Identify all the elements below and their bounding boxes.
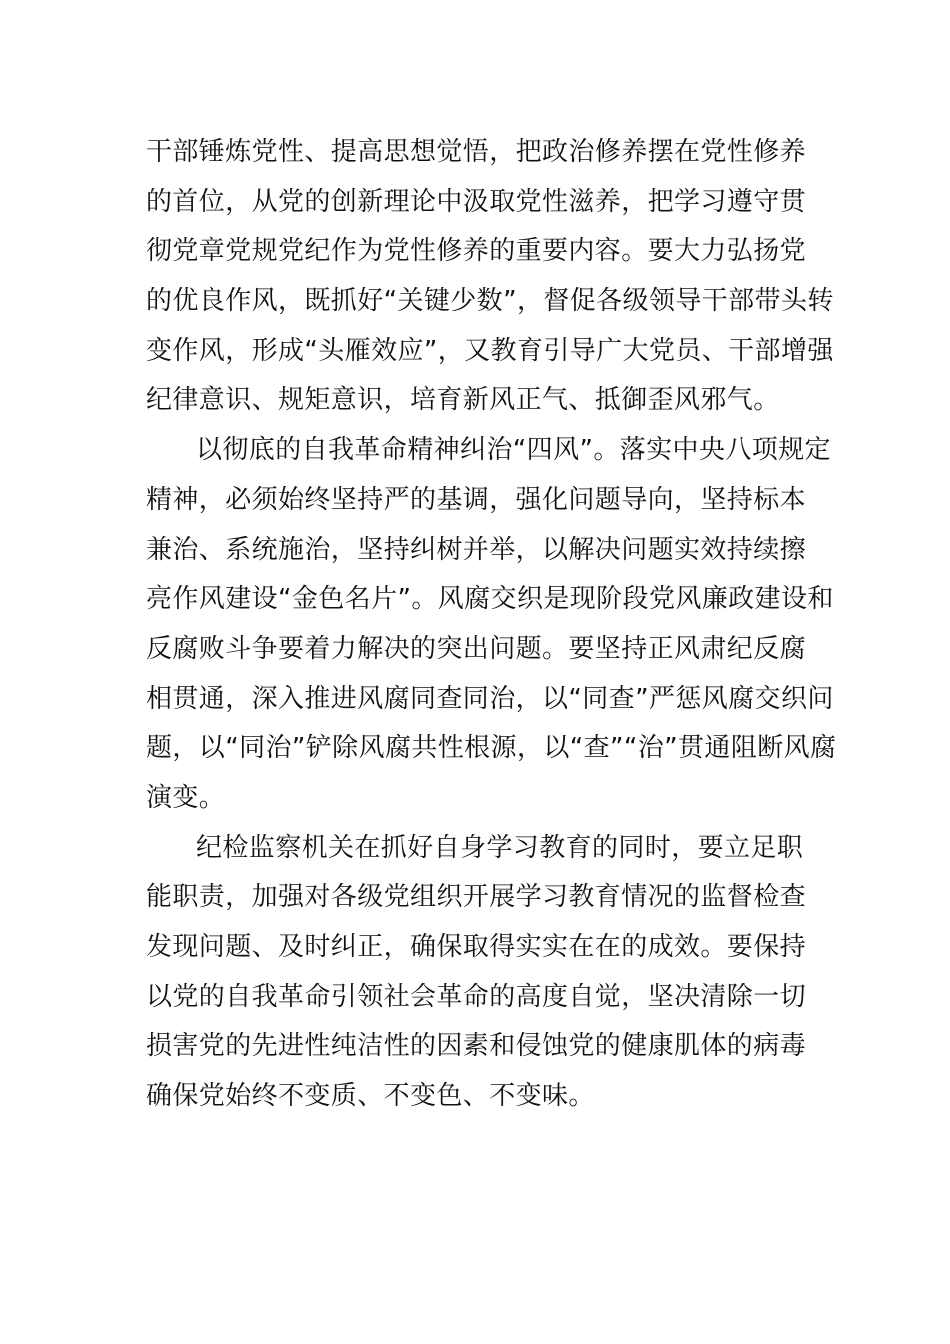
text-line: 损害党的先进性纯洁性的因素和侵蚀党的健康肌体的病毒 [146,1031,807,1062]
text-line: 彻党章党规党纪作为党性修养的重要内容。要大力弘扬党 [146,236,807,267]
text-line: 亮作风建设“金色名片”。风腐交织是现阶段党风廉政建设和 [146,584,834,615]
text-line: 题，以“同治”铲除风腐共性根源，以“查”“治”贯通阻断风腐 [146,733,837,764]
text-line: 兼治、系统施治，坚持纠树并举，以解决问题实效持续擦 [146,534,807,565]
text-line: 能职责，加强对各级党组织开展学习教育情况的监督检查 [146,882,807,913]
paragraph-first-line: 以彻底的自我革命精神纠治“四风”。落实中央八项规定 [196,435,831,466]
text-line: 发现问题、及时纠正，确保取得实实在在的成效。要保持 [146,932,807,962]
text-line: 反腐败斗争要着力解决的突出问题。要坚持正风肃纪反腐 [146,633,807,664]
text-line: 确保党始终不变质、不变色、不变味。 [146,1081,595,1112]
text-line: 相贯通，深入推进风腐同查同治，以“同查”严惩风腐交织问 [146,683,834,714]
text-line: 纪律意识、规矩意识，培育新风正气、抵御歪风邪气。 [146,385,780,416]
text-line: 的优良作风，既抓好“关键少数”，督促各级领导干部带头转 [146,286,834,317]
text-line: 以党的自我革命引领社会革命的高度自觉，坚决清除一切 [146,981,807,1012]
text-line: 的首位，从党的创新理论中汲取党性滋养，把学习遵守贯 [146,186,807,217]
text-line: 变作风，形成“头雁效应”，又教育引导广大党员、干部增强 [146,335,834,366]
text-line: 干部锤炼党性、提高思想觉悟，把政治修养摆在党性修养 [146,137,807,167]
paragraph-first-line: 纪检监察机关在抓好自身学习教育的同时，要立足职 [196,832,804,863]
text-line: 精神，必须始终坚持严的基调，强化问题导向，坚持标本 [146,484,807,515]
text-line: 演变。 [146,782,226,813]
document-body [146,128,837,1122]
